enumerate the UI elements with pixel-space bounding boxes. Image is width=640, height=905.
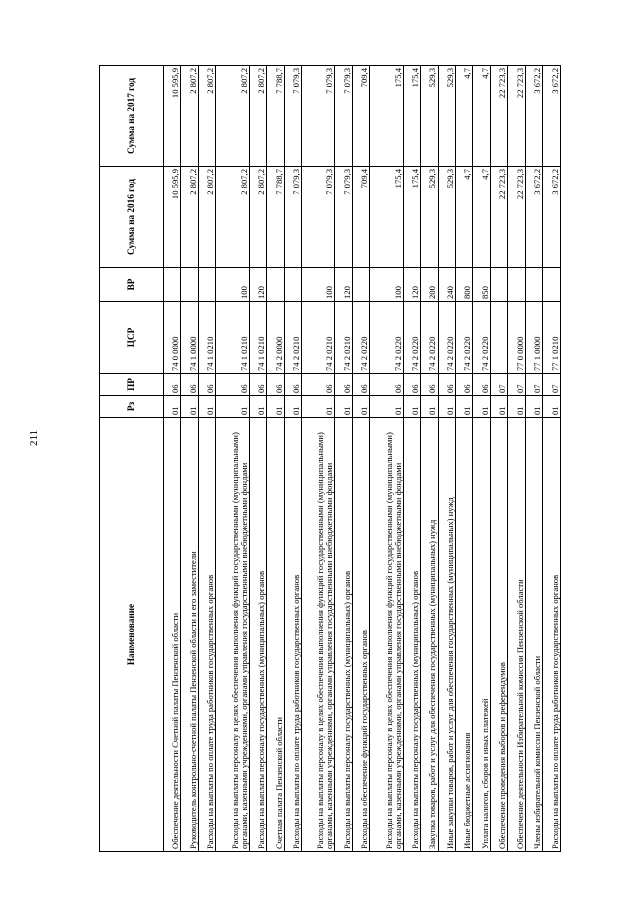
cell-pr: 06 <box>198 374 215 396</box>
cell-pr: 06 <box>181 374 198 396</box>
header-vr: ВР <box>100 268 164 302</box>
cell-vr <box>490 268 507 302</box>
cell-pr: 06 <box>403 374 420 396</box>
cell-name: Обеспечение деятельности Счетной палаты Пензенской области <box>164 418 181 852</box>
rotated-table-container <box>99 66 561 852</box>
table-row <box>302 66 335 852</box>
cell-rz: 01 <box>370 396 403 418</box>
cell-csr: 74 1 0000 <box>181 302 198 374</box>
cell-sum-2017: 2 807,2 <box>198 66 215 167</box>
cell-csr <box>490 302 507 374</box>
cell-rz: 01 <box>267 396 284 418</box>
cell-name: Обеспечение проведения выборов и референдумов <box>490 418 507 852</box>
cell-rz: 01 <box>284 396 301 418</box>
cell-vr <box>164 268 181 302</box>
cell-name: Обеспечение деятельности Избирательной комиссии Пензенской области <box>508 418 525 852</box>
cell-vr: 240 <box>438 268 455 302</box>
cell-sum-2016: 2 807,2 <box>181 167 198 268</box>
cell-sum-2016: 529,3 <box>438 167 455 268</box>
cell-vr: 100 <box>370 268 403 302</box>
cell-rz: 01 <box>455 396 472 418</box>
page-number: 211 <box>28 429 40 446</box>
cell-name: Расходы на выплаты по оплате труда работников государственных органов <box>543 418 561 852</box>
table-row <box>543 66 561 852</box>
cell-rz: 01 <box>335 396 352 418</box>
cell-csr: 74 2 0220 <box>438 302 455 374</box>
cell-sum-2017: 7 788,7 <box>267 66 284 167</box>
cell-pr: 06 <box>352 374 369 396</box>
table-row <box>403 66 420 852</box>
cell-sum-2017: 3 672,2 <box>525 66 542 167</box>
table-row <box>352 66 369 852</box>
header-csr: ЦСР <box>100 302 164 374</box>
cell-csr: 74 2 0000 <box>267 302 284 374</box>
cell-name: Счетная палата Пензенской области <box>267 418 284 852</box>
cell-csr: 74 2 0220 <box>403 302 420 374</box>
cell-sum-2016: 7 079,3 <box>302 167 335 268</box>
cell-vr: 100 <box>302 268 335 302</box>
cell-sum-2016: 10 595,9 <box>164 167 181 268</box>
cell-pr: 06 <box>216 374 249 396</box>
cell-pr: 06 <box>335 374 352 396</box>
cell-sum-2016: 22 723,3 <box>508 167 525 268</box>
table-row <box>335 66 352 852</box>
cell-pr: 06 <box>164 374 181 396</box>
cell-sum-2016: 709,4 <box>352 167 369 268</box>
cell-sum-2017: 175,4 <box>370 66 403 167</box>
cell-name: Уплата налогов, сборов и иных платежей <box>473 418 490 852</box>
cell-vr <box>267 268 284 302</box>
cell-name: Члены избирательной комиссии Пензенской области <box>525 418 542 852</box>
cell-sum-2016: 175,4 <box>370 167 403 268</box>
cell-sum-2016: 3 672,2 <box>543 167 561 268</box>
cell-csr: 77 1 0210 <box>543 302 561 374</box>
table-row <box>525 66 542 852</box>
cell-vr: 800 <box>455 268 472 302</box>
cell-sum-2016: 4,7 <box>473 167 490 268</box>
cell-rz: 01 <box>302 396 335 418</box>
cell-sum-2016: 175,4 <box>403 167 420 268</box>
table-row <box>164 66 181 852</box>
cell-csr: 74 1 0210 <box>216 302 249 374</box>
header-pr: ПР <box>100 374 164 396</box>
table-row <box>490 66 507 852</box>
cell-sum-2016: 7 079,3 <box>335 167 352 268</box>
cell-rz: 01 <box>490 396 507 418</box>
cell-rz: 01 <box>249 396 266 418</box>
cell-sum-2017: 2 807,2 <box>181 66 198 167</box>
cell-sum-2016: 4,7 <box>455 167 472 268</box>
table-row <box>438 66 455 852</box>
cell-sum-2016: 7 788,7 <box>267 167 284 268</box>
header-sum-2017: Сумма на 2017 год <box>100 66 164 167</box>
cell-sum-2017: 10 595,9 <box>164 66 181 167</box>
cell-name: Расходы на обеспечение функций государственных органов <box>352 418 369 852</box>
cell-sum-2016: 7 079,3 <box>284 167 301 268</box>
cell-sum-2017: 4,7 <box>455 66 472 167</box>
cell-rz: 01 <box>216 396 249 418</box>
cell-rz: 01 <box>421 396 438 418</box>
cell-sum-2017: 7 079,3 <box>302 66 335 167</box>
table-row <box>421 66 438 852</box>
cell-sum-2016: 2 807,2 <box>216 167 249 268</box>
table-row <box>216 66 249 852</box>
cell-csr: 74 1 0210 <box>249 302 266 374</box>
cell-sum-2016: 529,3 <box>421 167 438 268</box>
cell-vr: 100 <box>216 268 249 302</box>
cell-sum-2017: 175,4 <box>403 66 420 167</box>
cell-sum-2016: 2 807,2 <box>249 167 266 268</box>
cell-rz: 01 <box>198 396 215 418</box>
cell-sum-2017: 7 079,3 <box>335 66 352 167</box>
cell-rz: 01 <box>525 396 542 418</box>
cell-name: Закупка товаров, работ и услуг для обеспечения государственных (муниципальных) нужд <box>421 418 438 852</box>
table-row <box>284 66 301 852</box>
cell-vr <box>198 268 215 302</box>
header-sum-2016: Сумма на 2016 год <box>100 167 164 268</box>
cell-pr: 06 <box>421 374 438 396</box>
cell-csr: 77 0 0000 <box>508 302 525 374</box>
cell-vr: 120 <box>335 268 352 302</box>
cell-vr: 120 <box>249 268 266 302</box>
cell-csr: 74 2 0220 <box>455 302 472 374</box>
cell-vr: 850 <box>473 268 490 302</box>
cell-pr: 07 <box>525 374 542 396</box>
header-name: Наименование <box>100 418 164 852</box>
cell-pr: 07 <box>543 374 561 396</box>
cell-pr: 06 <box>473 374 490 396</box>
cell-sum-2017: 529,3 <box>438 66 455 167</box>
cell-vr <box>284 268 301 302</box>
cell-sum-2017: 709,4 <box>352 66 369 167</box>
cell-pr: 06 <box>302 374 335 396</box>
cell-csr: 74 0 0000 <box>164 302 181 374</box>
cell-pr: 07 <box>508 374 525 396</box>
table-body <box>164 66 561 852</box>
table-row <box>508 66 525 852</box>
cell-vr <box>508 268 525 302</box>
cell-csr: 74 2 0220 <box>352 302 369 374</box>
cell-sum-2017: 7 079,3 <box>284 66 301 167</box>
cell-vr <box>181 268 198 302</box>
cell-sum-2017: 2 807,2 <box>216 66 249 167</box>
table-row <box>198 66 215 852</box>
table-header-row <box>100 66 164 852</box>
cell-vr <box>543 268 561 302</box>
cell-name: Расходы на выплаты персоналу государственных (муниципальных) органов <box>249 418 266 852</box>
cell-pr: 06 <box>370 374 403 396</box>
cell-name: Расходы на выплаты персоналу государственных (муниципальных) органов <box>335 418 352 852</box>
cell-sum-2016: 3 672,2 <box>525 167 542 268</box>
cell-sum-2017: 22 723,3 <box>490 66 507 167</box>
cell-sum-2017: 2 807,2 <box>249 66 266 167</box>
cell-rz: 01 <box>473 396 490 418</box>
cell-vr: 200 <box>421 268 438 302</box>
table-row <box>473 66 490 852</box>
cell-sum-2016: 2 807,2 <box>198 167 215 268</box>
table-row <box>455 66 472 852</box>
cell-name: Расходы на выплаты персоналу в целях обеспечения выполнения функций государственными (муниципальными) органами, казенными учреждениями, органами управления государственными внебюджетными фондами <box>302 418 335 852</box>
cell-pr: 06 <box>455 374 472 396</box>
cell-name: Руководитель контрольно-счетной палаты Пензенской области и его заместители <box>181 418 198 852</box>
table-row <box>181 66 198 852</box>
cell-name: Расходы на выплаты персоналу государственных (муниципальных) органов <box>403 418 420 852</box>
cell-pr: 06 <box>249 374 266 396</box>
table-row <box>370 66 403 852</box>
cell-sum-2017: 529,3 <box>421 66 438 167</box>
cell-rz: 01 <box>164 396 181 418</box>
cell-csr: 74 2 0210 <box>284 302 301 374</box>
cell-pr: 07 <box>490 374 507 396</box>
table-row <box>267 66 284 852</box>
cell-csr: 74 2 0210 <box>335 302 352 374</box>
cell-rz: 01 <box>438 396 455 418</box>
cell-sum-2017: 22 723,3 <box>508 66 525 167</box>
cell-csr: 74 2 0220 <box>421 302 438 374</box>
cell-pr: 06 <box>438 374 455 396</box>
cell-sum-2017: 4,7 <box>473 66 490 167</box>
cell-rz: 01 <box>352 396 369 418</box>
cell-rz: 01 <box>543 396 561 418</box>
cell-sum-2017: 3 672,2 <box>543 66 561 167</box>
cell-pr: 06 <box>267 374 284 396</box>
cell-name: Расходы на выплаты персоналу в целях обеспечения выполнения функций государственными (муниципальными) органами, казенными учреждениями, органами управления государственными внебюджетными фондами <box>370 418 403 852</box>
cell-name: Расходы на выплаты персоналу в целях обеспечения выполнения функций государственными (муниципальными) органами, казенными учреждениями, органами управления государственными внебюджетными фондами <box>216 418 249 852</box>
cell-csr: 74 2 0210 <box>302 302 335 374</box>
cell-pr: 06 <box>284 374 301 396</box>
cell-vr <box>525 268 542 302</box>
cell-rz: 01 <box>181 396 198 418</box>
cell-rz: 01 <box>508 396 525 418</box>
budget-table <box>99 65 561 852</box>
cell-name: Иные бюджетные ассигнования <box>455 418 472 852</box>
header-rz: Рз <box>100 396 164 418</box>
cell-name: Расходы на выплаты по оплате труда работников государственных органов <box>284 418 301 852</box>
cell-csr: 74 2 0220 <box>473 302 490 374</box>
cell-name: Расходы на выплаты по оплате труда работников государственных органов <box>198 418 215 852</box>
cell-name: Иные закупки товаров, работ и услуг для обеспечения государственных (муниципальных) нужд <box>438 418 455 852</box>
cell-csr: 74 2 0220 <box>370 302 403 374</box>
table-row <box>249 66 266 852</box>
cell-rz: 01 <box>403 396 420 418</box>
cell-vr: 120 <box>403 268 420 302</box>
cell-csr: 77 1 0000 <box>525 302 542 374</box>
cell-sum-2016: 22 723,3 <box>490 167 507 268</box>
cell-csr: 74 1 0210 <box>198 302 215 374</box>
cell-vr <box>352 268 369 302</box>
